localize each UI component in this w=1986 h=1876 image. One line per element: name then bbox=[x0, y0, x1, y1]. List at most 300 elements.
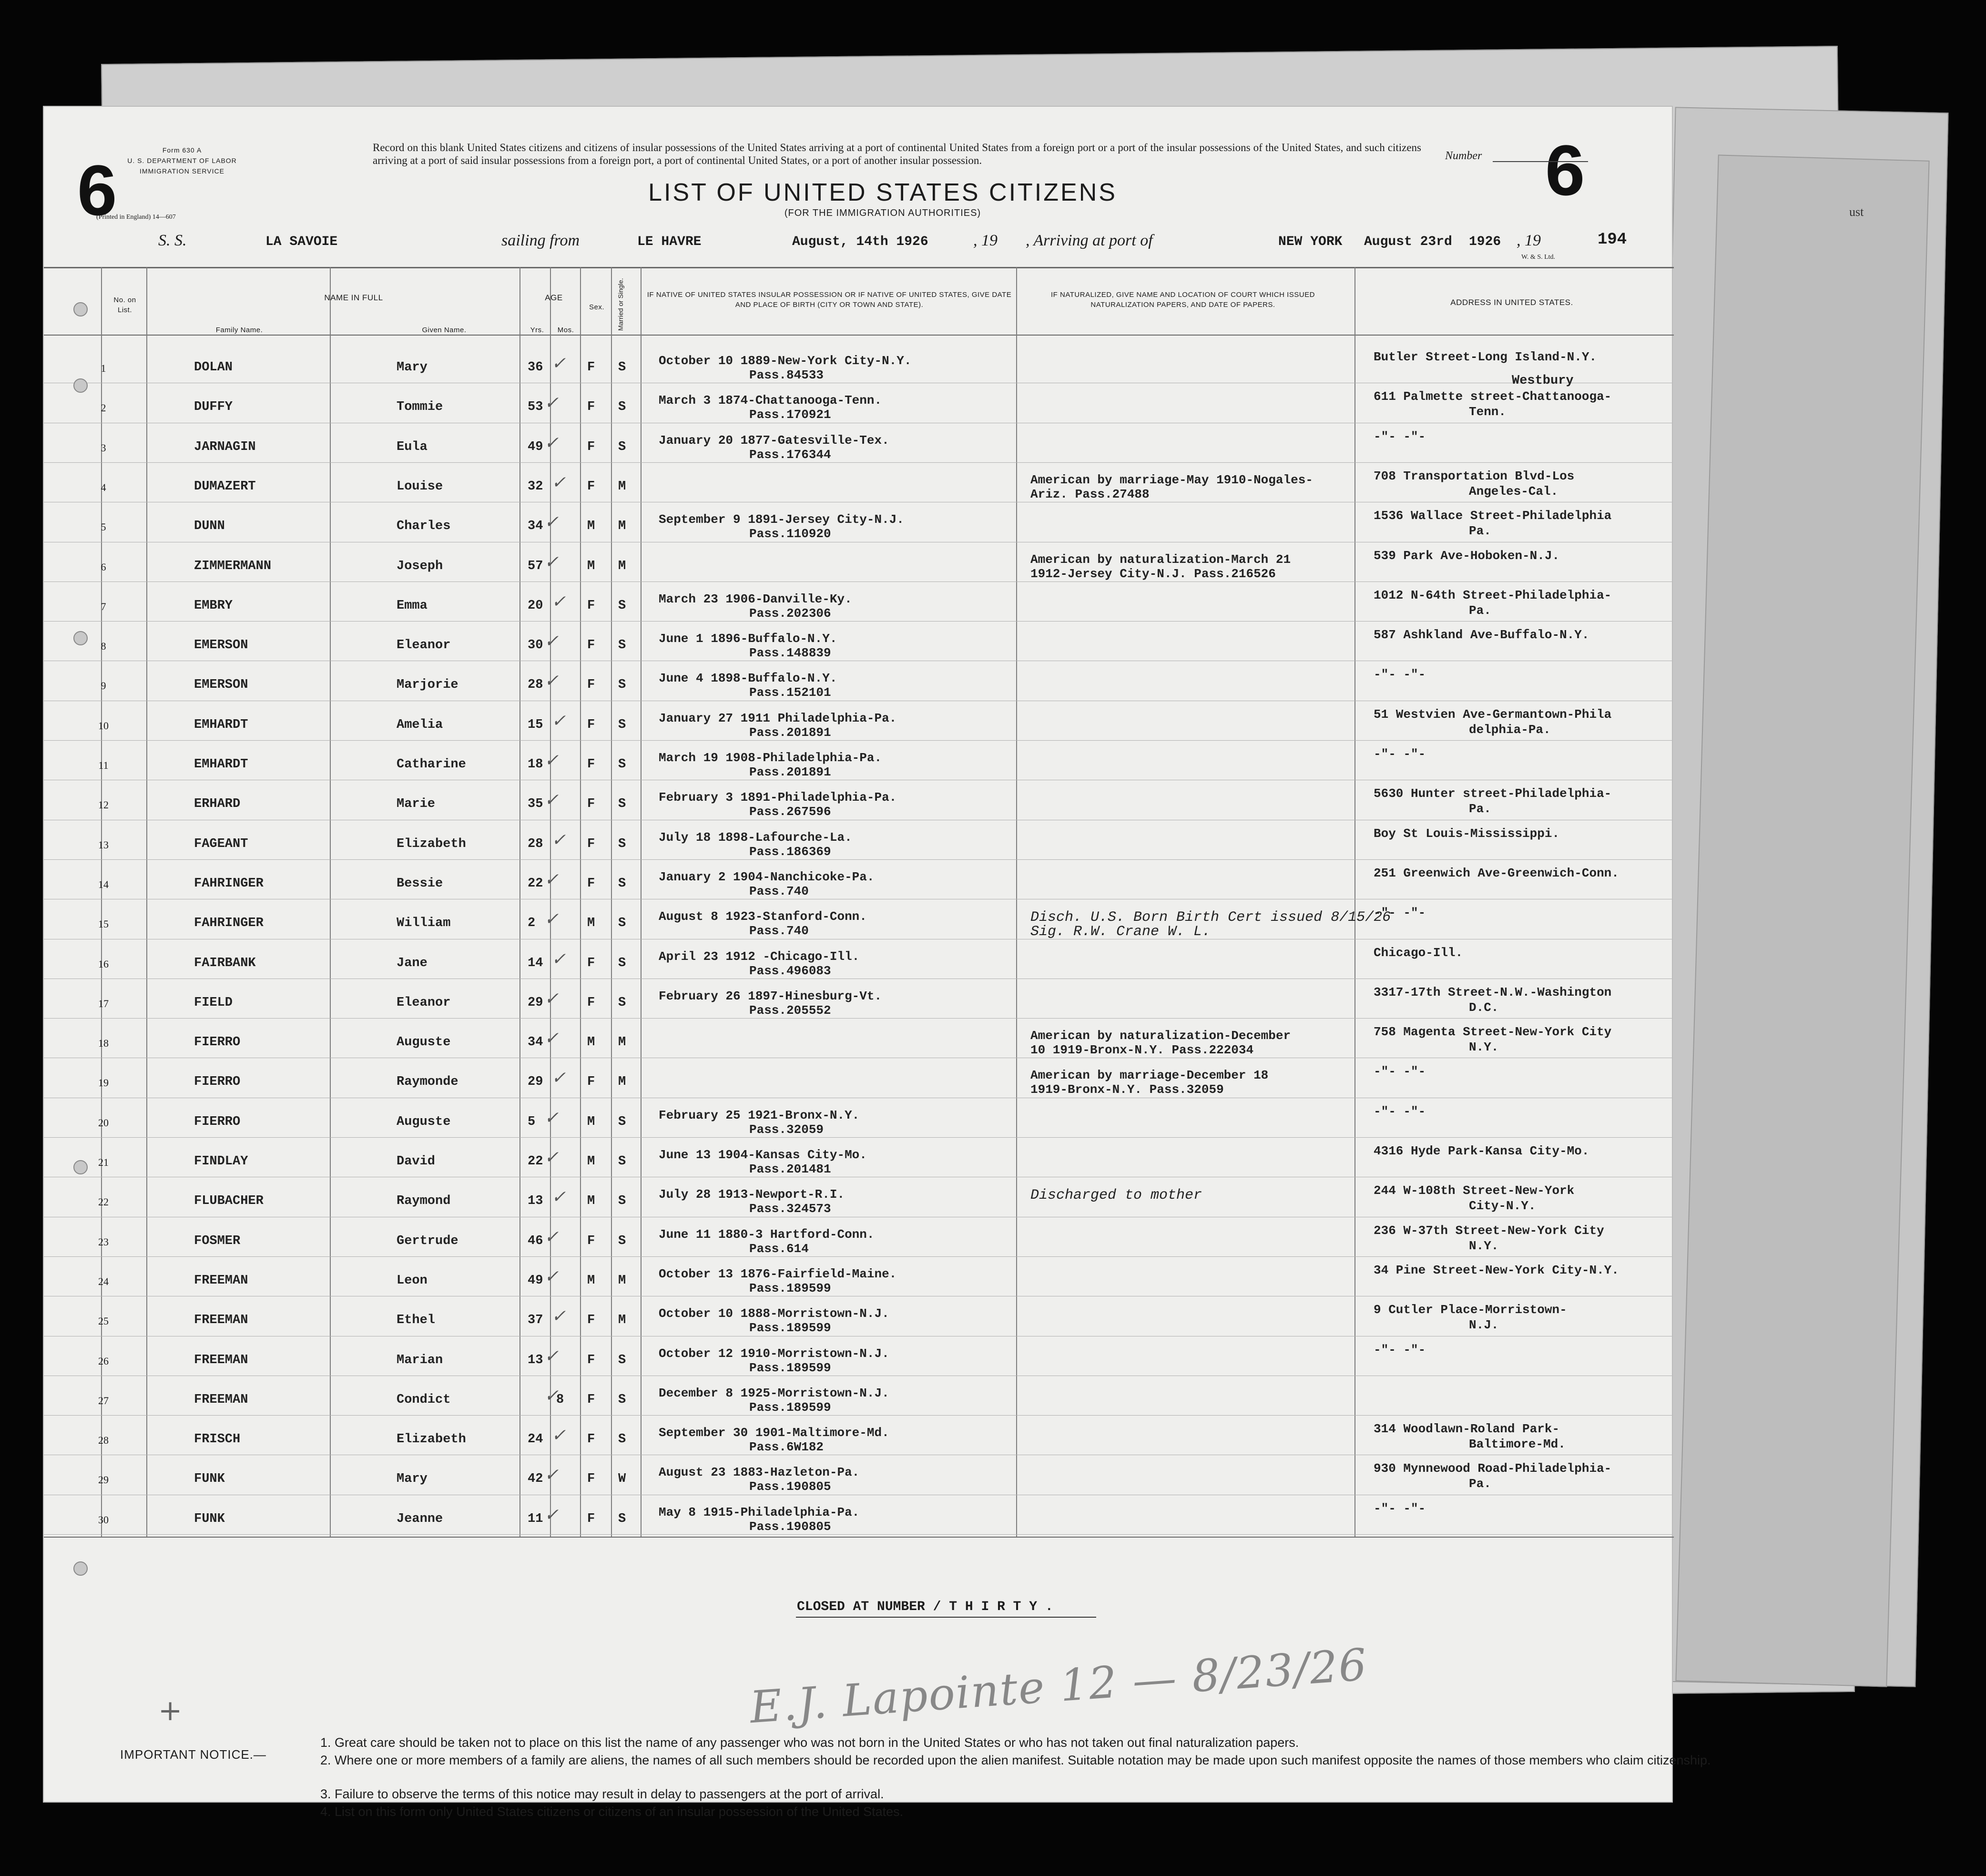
sex: F bbox=[587, 598, 595, 613]
address-line-1: -"- -"- bbox=[1374, 1342, 1426, 1357]
naturalization-line-1: American by marriage-December 18 bbox=[1030, 1068, 1269, 1083]
arrival-port: NEW YORK bbox=[1278, 234, 1343, 249]
age-years: 14 bbox=[528, 956, 543, 970]
given-name: Eula bbox=[397, 439, 428, 454]
naturalization-line-1: American by marriage-May 1910-Nogales- bbox=[1030, 472, 1313, 487]
birthplace: February 3 1891-Philadelphia-Pa. bbox=[659, 790, 897, 805]
passport-number: Pass.740 bbox=[749, 884, 809, 898]
passport-number: Pass.189599 bbox=[749, 1360, 831, 1375]
col-header-given: Given Name. bbox=[422, 326, 467, 334]
family-name: FIELD bbox=[194, 995, 233, 1010]
given-name: Tommie bbox=[397, 400, 443, 415]
row-number: 19 bbox=[98, 1077, 109, 1089]
naturalization-line-2: 10 1919-Bronx-N.Y. Pass.222034 bbox=[1030, 1043, 1254, 1058]
family-name: FAIRBANK bbox=[194, 956, 256, 970]
given-name: Emma bbox=[397, 598, 428, 613]
given-name: Auguste bbox=[397, 1114, 451, 1129]
address-line-1: Chicago-Ill. bbox=[1374, 945, 1463, 960]
check-mark-icon: ✓ bbox=[551, 711, 566, 731]
sex: F bbox=[587, 479, 595, 494]
family-name: DOLAN bbox=[194, 360, 233, 375]
form-number: Form 630 A bbox=[162, 146, 202, 154]
manifest-page bbox=[43, 106, 1711, 1819]
birthplace: January 2 1904-Nanchicoke-Pa. bbox=[659, 869, 875, 884]
notice-item-3: 3. Failure to observe the terms of this notice may result in delay to passengers at the port of arrival. bbox=[320, 1787, 884, 1801]
row-number: 26 bbox=[98, 1355, 109, 1367]
column-divider bbox=[101, 267, 102, 1537]
address-line-2: Baltimore-Md. bbox=[1469, 1437, 1566, 1452]
address-line-1: Boy St Louis-Mississippi. bbox=[1374, 826, 1560, 841]
marital-status: S bbox=[618, 876, 626, 891]
marital-status: S bbox=[618, 757, 626, 772]
age-years: 13 bbox=[528, 1194, 543, 1209]
marital-status: S bbox=[618, 678, 626, 693]
row-number: 23 bbox=[98, 1235, 109, 1248]
given-name: Bessie bbox=[397, 876, 443, 891]
age-years: 36 bbox=[528, 360, 543, 375]
address-line-1: 251 Greenwich Ave-Greenwich-Conn. bbox=[1374, 866, 1619, 880]
sex: F bbox=[587, 1234, 595, 1248]
age-years: 2 bbox=[528, 916, 536, 931]
year-label-1: , 19 bbox=[973, 232, 998, 249]
address-line-1: 539 Park Ave-Hoboken-N.J. bbox=[1374, 548, 1560, 563]
birthplace: April 23 1912 -Chicago-Ill. bbox=[659, 949, 860, 964]
marital-status: S bbox=[618, 916, 626, 931]
passport-number: Pass.740 bbox=[749, 924, 809, 938]
age-years: 57 bbox=[528, 559, 543, 573]
row-number: 17 bbox=[98, 997, 109, 1009]
address-line-1: 9 Cutler Place-Morristown- bbox=[1374, 1303, 1567, 1317]
given-name: David bbox=[397, 1154, 436, 1169]
row-rule bbox=[44, 1018, 1672, 1019]
address-line-1: 1012 N-64th Street-Philadelphia- bbox=[1374, 588, 1612, 602]
row-rule bbox=[44, 859, 1672, 860]
naturalization-line-1: Disch. U.S. Born Birth Cert issued 8/15/26 bbox=[1030, 909, 1391, 926]
col-header-sex: Sex. bbox=[589, 303, 604, 311]
age-years: 5 bbox=[528, 1114, 536, 1129]
arriving-label: , Arriving at port of bbox=[1026, 232, 1153, 249]
marital-status: M bbox=[618, 1035, 626, 1050]
given-name: Catharine bbox=[397, 757, 466, 772]
sex: F bbox=[587, 717, 595, 732]
passport-number: Pass.176344 bbox=[749, 447, 831, 462]
closed-at-number: CLOSED AT NUMBER / T H I R T Y . bbox=[797, 1600, 1053, 1614]
handwritten-westbury: Westbury bbox=[1512, 374, 1574, 388]
family-name: DUMAZERT bbox=[194, 479, 256, 494]
col-header-address: ADDRESS IN UNITED STATES. bbox=[1450, 298, 1573, 307]
family-name: EMERSON bbox=[194, 678, 248, 693]
col-header-no: No. on List. bbox=[113, 296, 136, 314]
given-name: Auguste bbox=[397, 1035, 451, 1050]
row-number: 20 bbox=[98, 1116, 109, 1129]
address-line-1: 236 W-37th Street-New-York City bbox=[1374, 1223, 1604, 1238]
check-mark-icon: ✓ bbox=[544, 1108, 559, 1128]
column-divider bbox=[519, 267, 520, 1537]
age-years: 18 bbox=[528, 757, 543, 772]
row-number: 28 bbox=[98, 1434, 109, 1447]
sex: M bbox=[587, 519, 595, 534]
binder-hole bbox=[73, 631, 88, 645]
row-number: 14 bbox=[98, 878, 109, 890]
check-mark-icon: ✓ bbox=[544, 671, 559, 691]
underlying-sheet-right-2 bbox=[1675, 154, 1929, 1687]
passport-number: Pass.324573 bbox=[749, 1202, 831, 1216]
age-years: 15 bbox=[528, 717, 543, 732]
given-name: Jane bbox=[397, 956, 428, 970]
marital-status: M bbox=[618, 559, 626, 573]
row-rule bbox=[44, 621, 1672, 622]
column-divider bbox=[580, 267, 581, 1537]
birthplace: January 20 1877-Gatesville-Tex. bbox=[659, 433, 889, 448]
printer-code: W. & S. Ltd. bbox=[1521, 254, 1556, 261]
check-mark-icon: ✓ bbox=[544, 989, 559, 1009]
check-mark-icon: ✓ bbox=[551, 591, 566, 612]
marital-status: S bbox=[618, 956, 626, 970]
address-line-1: 34 Pine Street-New-York City-N.Y. bbox=[1374, 1263, 1619, 1277]
family-name: FAGEANT bbox=[194, 836, 248, 851]
notice-item-4: 4. List on this form only United States citizens or citizens of an insular possession of the United States. bbox=[320, 1805, 904, 1819]
row-number: 10 bbox=[98, 719, 109, 732]
marital-status: S bbox=[618, 836, 626, 851]
address-line-2: D.C. bbox=[1469, 1000, 1499, 1015]
family-name: FREEMAN bbox=[194, 1273, 248, 1288]
col-header-family: Family Name. bbox=[215, 326, 263, 334]
marital-status: M bbox=[618, 1273, 626, 1288]
notice-item-2: 2. Where one or more members of a family are aliens, the names of all such members should be recorded upon the alien manifest. Suitable notation may be made upon such manifest opposite the names of those members who claim citizenship. bbox=[320, 1753, 1711, 1767]
family-name: FIERRO bbox=[194, 1114, 241, 1129]
row-number: 24 bbox=[98, 1275, 109, 1287]
closed-underline bbox=[796, 1617, 1096, 1618]
marital-status: S bbox=[618, 360, 626, 375]
address-line-2: delphia-Pa. bbox=[1469, 722, 1551, 737]
notice-heading: IMPORTANT NOTICE.— bbox=[120, 1747, 266, 1762]
family-name: EMHARDT bbox=[194, 757, 248, 772]
age-years: 24 bbox=[528, 1432, 543, 1447]
binder-hole bbox=[73, 1561, 88, 1576]
passport-number: Pass.189599 bbox=[749, 1321, 831, 1336]
check-mark-icon: ✓ bbox=[551, 949, 566, 969]
check-mark-icon: ✓ bbox=[544, 790, 559, 810]
sex: F bbox=[587, 1392, 595, 1407]
table-bottom-rule bbox=[44, 1537, 1674, 1538]
family-name: JARNAGIN bbox=[194, 439, 256, 454]
sex: F bbox=[587, 1075, 595, 1090]
given-name: Marian bbox=[397, 1353, 443, 1367]
sex: F bbox=[587, 360, 595, 375]
address-line-2: Pa. bbox=[1469, 802, 1491, 816]
check-mark-icon: ✓ bbox=[544, 1227, 559, 1247]
column-divider bbox=[641, 267, 642, 1537]
naturalization-line-1: American by naturalization-March 21 bbox=[1030, 552, 1291, 567]
row-number: 9 bbox=[101, 680, 106, 692]
passport-number: Pass.190805 bbox=[749, 1519, 831, 1534]
passport-number: Pass.189599 bbox=[749, 1281, 831, 1295]
passport-number: Pass.190805 bbox=[749, 1479, 831, 1494]
age-years: 29 bbox=[528, 995, 543, 1010]
given-name: Marjorie bbox=[397, 678, 458, 693]
birthplace: June 4 1898-Buffalo-N.Y. bbox=[659, 671, 837, 686]
marital-status: S bbox=[618, 1432, 626, 1447]
passport-number: Pass.201891 bbox=[749, 765, 831, 779]
age-years: 32 bbox=[528, 479, 543, 494]
birthplace: October 10 1889-New-York City-N.Y. bbox=[659, 354, 912, 368]
row-number: 12 bbox=[98, 799, 109, 811]
binder-hole bbox=[73, 302, 88, 316]
marital-status: S bbox=[618, 1154, 626, 1169]
address-line-2: Angeles-Cal. bbox=[1469, 484, 1558, 499]
sex: M bbox=[587, 1273, 595, 1288]
sex: F bbox=[587, 1472, 595, 1487]
address-line-1: 708 Transportation Blvd-Los bbox=[1374, 469, 1575, 483]
row-number: 7 bbox=[101, 600, 106, 612]
age-years: 13 bbox=[528, 1353, 543, 1367]
margin-mark: + bbox=[158, 1694, 183, 1727]
notice-item-1: 1. Great care should be taken not to place on this list the name of any passenger who was not born in the United States or who has not taken out final naturalization papers. bbox=[320, 1735, 1299, 1750]
address-line-1: -"- -"- bbox=[1374, 667, 1426, 682]
family-name: FOSMER bbox=[194, 1234, 241, 1248]
age-years: 37 bbox=[528, 1313, 543, 1328]
department: U. S. DEPARTMENT OF LABOR bbox=[127, 157, 237, 164]
passport-number: Pass.170921 bbox=[749, 408, 831, 422]
marital-status: S bbox=[618, 1353, 626, 1367]
binder-hole bbox=[73, 1160, 88, 1174]
naturalization-line-2: 1912-Jersey City-N.J. Pass.216526 bbox=[1030, 566, 1276, 581]
birthplace: June 13 1904-Kansas City-Mo. bbox=[659, 1148, 867, 1162]
birthplace: September 30 1901-Maltimore-Md. bbox=[659, 1426, 889, 1440]
row-number: 1 bbox=[101, 362, 106, 374]
check-mark-icon: ✓ bbox=[544, 433, 559, 453]
age-years: 49 bbox=[528, 439, 543, 454]
address-line-1: Butler Street-Long Island-N.Y. bbox=[1374, 350, 1597, 364]
age-years: 28 bbox=[528, 836, 543, 851]
inspector-signature: E.J. Lapointe 12 — 8/23/26 bbox=[748, 1639, 1369, 1733]
address-line-1: 930 Mynnewood Road-Philadelphia- bbox=[1374, 1461, 1612, 1476]
check-mark-icon: ✓ bbox=[544, 1029, 559, 1049]
family-name: ERHARD bbox=[194, 797, 241, 812]
age-years: 20 bbox=[528, 598, 543, 613]
passport-number: Pass.189599 bbox=[749, 1400, 831, 1415]
family-name: FREEMAN bbox=[194, 1313, 248, 1328]
given-name: Marie bbox=[397, 797, 436, 812]
check-mark-icon: ✓ bbox=[544, 869, 559, 889]
check-mark-icon: ✓ bbox=[551, 1426, 566, 1446]
departure-port: LE HAVRE bbox=[637, 234, 702, 249]
address-line-1: 1536 Wallace Street-Philadelphia bbox=[1374, 509, 1612, 523]
family-name: FUNK bbox=[194, 1472, 225, 1487]
passport-number: Pass.614 bbox=[749, 1241, 809, 1256]
birthplace: May 8 1915-Philadelphia-Pa. bbox=[659, 1505, 860, 1519]
age-years: 30 bbox=[528, 638, 543, 653]
given-name: Mary bbox=[397, 1472, 428, 1487]
birthplace: March 19 1908-Philadelphia-Pa. bbox=[659, 751, 882, 765]
col-header-married: Married or Single. bbox=[617, 278, 624, 331]
check-mark-icon: ✓ bbox=[544, 1505, 559, 1525]
given-name: Mary bbox=[397, 360, 428, 375]
page-number-right: 6 bbox=[1545, 130, 1585, 210]
address-line-1: -"- -"- bbox=[1374, 1501, 1426, 1516]
address-line-2: Pa. bbox=[1469, 1477, 1491, 1491]
sex: M bbox=[587, 559, 595, 573]
given-name: Gertrude bbox=[397, 1234, 458, 1248]
check-mark-icon: ✓ bbox=[544, 751, 559, 770]
family-name: DUNN bbox=[194, 519, 225, 534]
naturalization-line-2: Ariz. Pass.27488 bbox=[1030, 487, 1150, 501]
sex: F bbox=[587, 757, 595, 772]
address-line-2: Pa. bbox=[1469, 603, 1491, 618]
address-line-2: N.J. bbox=[1469, 1318, 1499, 1333]
row-number: 22 bbox=[98, 1196, 109, 1208]
address-line-1: -"- -"- bbox=[1374, 747, 1426, 761]
check-mark-icon: ✓ bbox=[544, 1148, 559, 1167]
sex: F bbox=[587, 1432, 595, 1447]
page-number-left: 6 bbox=[77, 150, 117, 230]
row-rule bbox=[44, 1256, 1672, 1257]
passport-number: Pass.202306 bbox=[749, 606, 831, 621]
age-years: 49 bbox=[528, 1273, 543, 1288]
address-line-1: -"- -"- bbox=[1374, 1064, 1426, 1079]
sex: F bbox=[587, 1313, 595, 1328]
row-number: 16 bbox=[98, 958, 109, 970]
sex: F bbox=[587, 956, 595, 970]
address-line-1: 4316 Hyde Park-Kansa City-Mo. bbox=[1374, 1144, 1589, 1158]
family-name: FUNK bbox=[194, 1511, 225, 1526]
given-name: Joseph bbox=[397, 559, 443, 573]
check-mark-icon: ✓ bbox=[544, 393, 559, 413]
row-number: 6 bbox=[101, 561, 106, 573]
col-header-yrs: Yrs. bbox=[530, 326, 544, 334]
row-rule bbox=[44, 740, 1672, 741]
marital-status: S bbox=[618, 797, 626, 812]
row-number: 2 bbox=[101, 402, 106, 414]
age-years: 46 bbox=[528, 1234, 543, 1248]
marital-status: S bbox=[618, 1234, 626, 1248]
marital-status: S bbox=[618, 717, 626, 732]
naturalization-line-1: Discharged to mother bbox=[1030, 1187, 1202, 1204]
naturalization-line-2: 1919-Bronx-N.Y. Pass.32059 bbox=[1030, 1082, 1224, 1097]
marital-status: S bbox=[618, 638, 626, 653]
family-name: ZIMMERMANN bbox=[194, 559, 272, 573]
row-number: 30 bbox=[98, 1513, 109, 1526]
address-line-1: 51 Westvien Ave-Germantown-Phila bbox=[1374, 707, 1612, 722]
column-divider bbox=[1016, 267, 1017, 1537]
passport-number: Pass.6W182 bbox=[749, 1440, 824, 1455]
passport-number: Pass.267596 bbox=[749, 805, 831, 819]
sailing-label: sailing from bbox=[501, 232, 580, 249]
list-stamp: 194 bbox=[1598, 231, 1627, 249]
naturalization-line-2: Sig. R.W. Crane W. L. bbox=[1030, 924, 1211, 940]
marital-status: W bbox=[618, 1472, 626, 1487]
family-name: FREEMAN bbox=[194, 1353, 248, 1367]
birthplace: July 18 1898-Lafourche-La. bbox=[659, 830, 852, 845]
given-name: Eleanor bbox=[397, 995, 451, 1010]
check-mark-icon: ✓ bbox=[544, 1346, 559, 1366]
row-rule bbox=[44, 1137, 1672, 1138]
given-name: Leon bbox=[397, 1273, 428, 1288]
printer-mark: (Printed in England) 14—607 bbox=[96, 214, 176, 221]
row-number: 29 bbox=[98, 1474, 109, 1486]
sex: M bbox=[587, 916, 595, 931]
passport-number: Pass.148839 bbox=[749, 646, 831, 661]
family-name: DUFFY bbox=[194, 400, 233, 415]
birthplace: August 8 1923-Stanford-Conn. bbox=[659, 909, 867, 924]
age-years: 28 bbox=[528, 678, 543, 693]
service: IMMIGRATION SERVICE bbox=[140, 167, 224, 175]
year-label-2: , 19 bbox=[1517, 232, 1541, 249]
birthplace: March 23 1906-Danville-Ky. bbox=[659, 591, 852, 606]
col-header-birth: IF NATIVE OF UNITED STATES INSULAR POSSESSION OR IF NATIVE OF UNITED STATES, GIVE DATE AND PLACE OF BIRTH (CITY OR TOWN AND STATE). bbox=[647, 291, 1012, 309]
age-years: 22 bbox=[528, 1154, 543, 1169]
row-number: 21 bbox=[98, 1156, 109, 1168]
sex: F bbox=[587, 439, 595, 454]
naturalization-line-1: American by naturalization-December bbox=[1030, 1029, 1291, 1043]
row-number: 15 bbox=[98, 918, 109, 930]
family-name: FINDLAY bbox=[194, 1154, 248, 1169]
address-line-1: -"- -"- bbox=[1374, 906, 1426, 920]
column-divider bbox=[611, 267, 612, 1537]
address-line-1: 587 Ashkland Ave-Buffalo-N.Y. bbox=[1374, 628, 1589, 642]
age-years: 34 bbox=[528, 519, 543, 534]
birthplace: October 10 1888-Morristown-N.J. bbox=[659, 1306, 889, 1321]
address-line-2: City-N.Y. bbox=[1469, 1199, 1536, 1213]
form-instruction: Record on this blank United States citizens and citizens of insular possessions of the United States arriving at a port of continental United States from a foreign port or a port of the insular possessions of the United States, and such citizens arriving at a port of said insular possessions from a foreign port, a port of continental United States, or a port of another insular possession. bbox=[373, 142, 1421, 166]
family-name: FRISCH bbox=[194, 1432, 241, 1447]
number-label: Number bbox=[1445, 150, 1482, 162]
marital-status: S bbox=[618, 1511, 626, 1526]
birthplace: October 12 1910-Morristown-N.J. bbox=[659, 1346, 889, 1361]
row-number: 4 bbox=[101, 481, 106, 493]
marital-status: S bbox=[618, 995, 626, 1010]
ship-name: LA SAVOIE bbox=[265, 234, 338, 249]
family-name: FAHRINGER bbox=[194, 876, 264, 891]
family-name: EMHARDT bbox=[194, 717, 248, 732]
check-mark-icon: ✓ bbox=[544, 1465, 559, 1485]
document-title: LIST OF UNITED STATES CITIZENS bbox=[648, 179, 1117, 206]
marital-status: S bbox=[618, 1114, 626, 1129]
birthplace: December 8 1925-Morristown-N.J. bbox=[659, 1386, 889, 1400]
passport-number: Pass.32059 bbox=[749, 1122, 824, 1137]
birthplace: March 3 1874-Chattanooga-Tenn. bbox=[659, 393, 882, 408]
given-name: Ethel bbox=[397, 1313, 436, 1328]
marital-status: S bbox=[618, 439, 626, 454]
birthplace: January 27 1911 Philadelphia-Pa. bbox=[659, 711, 897, 725]
family-name: FIERRO bbox=[194, 1075, 241, 1090]
document-subtitle: (FOR THE IMMIGRATION AUTHORITIES) bbox=[784, 208, 981, 218]
birthplace: February 26 1897-Hinesburg-Vt. bbox=[659, 989, 882, 1003]
family-name: EMERSON bbox=[194, 638, 248, 653]
passport-number: Pass.496083 bbox=[749, 963, 831, 978]
given-name: Louise bbox=[397, 479, 443, 494]
row-number: 11 bbox=[98, 759, 109, 771]
row-number: 3 bbox=[101, 441, 106, 454]
address-line-1: 244 W-108th Street-New-York bbox=[1374, 1183, 1575, 1198]
passport-number: Pass.186369 bbox=[749, 844, 831, 859]
age-months: 8 bbox=[556, 1392, 564, 1407]
given-name: Raymonde bbox=[397, 1075, 458, 1090]
side-text: ust bbox=[1849, 205, 1864, 219]
birthplace: June 1 1896-Buffalo-N.Y. bbox=[659, 632, 837, 646]
col-header-name: NAME IN FULL bbox=[324, 293, 383, 302]
sex: F bbox=[587, 836, 595, 851]
address-line-2: N.Y. bbox=[1469, 1238, 1499, 1253]
check-mark-icon: ✓ bbox=[544, 512, 559, 532]
sex: F bbox=[587, 797, 595, 812]
sex: M bbox=[587, 1154, 595, 1169]
row-number: 5 bbox=[101, 521, 106, 533]
passport-number: Pass.205552 bbox=[749, 1003, 831, 1018]
sex: F bbox=[587, 1511, 595, 1526]
marital-status: M bbox=[618, 479, 626, 494]
check-mark-icon: ✓ bbox=[551, 1068, 566, 1088]
